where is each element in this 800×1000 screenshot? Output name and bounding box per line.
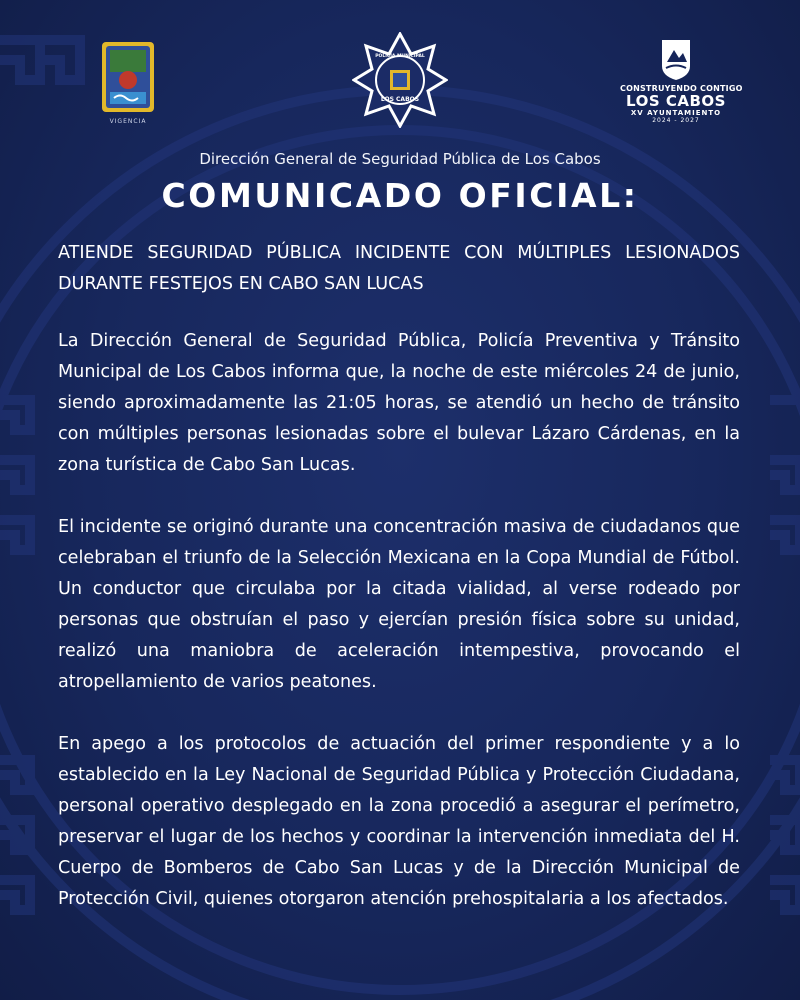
logo-bar [0,30,800,135]
paragraph-2: El incidente se originó durante una concentración masiva de ciudadanos que celebraban el triunfo de la Selección Mexicana en la Copa Mundial de Fútbol. Un conductor que circulaba por la citada vialidad, al verse rodeado por personas que obstruían el paso y ejercían presión física sobre su unidad, realizó una maniobra de aceleración intempestiva, provocando el atropellamiento de varios peatones. [58,517,740,692]
right-logo-line3: XV AYUNTAMIENTO [630,109,722,117]
municipal-logo [620,36,743,128]
paragraph-1: La Dirección General de Seguridad Pública, Policía Preventiva y Tránsito Municipal de Los Cabos informa que, la noche de este miércoles 24 de junio, siendo aproximadamente las 21:05 horas, se atendió un hecho de tránsito con múltiples personas lesionadas sobre el bulevar Lázaro Cárdenas, en la zona turística de Cabo San Lucas. [58,331,740,475]
right-logo-line2: LOS CABOS [626,92,726,110]
right-logo-line4: 2024 - 2027 [652,117,700,124]
municipal-emblem-icon [658,36,694,80]
page-title: COMUNICADO OFICIAL: [161,176,639,215]
state-shield-logo [96,40,160,135]
left-logo-caption: VIGENCIA [109,118,147,125]
badge-line2: LOS CABOS [380,96,420,103]
police-star-badge-icon [352,32,448,128]
paragraph-3: En apego a los protocolos de actuación del primer respondiente y a lo establecido en la Ley Nacional de Seguridad Pública y Protección Ciudadana, personal operativo desplegado en la zona procedió a asegurar el perímetro, preservar el lugar de los hechos y coordinar la intervención inmediata del H. Cuerpo de Bomberos de Cabo San Lucas y de la Dirección Municipal de Protección Civil, quienes otorgaron atención prehospitalaria a los afectados. [58,734,740,909]
right-logo-line1: CONSTRUYENDO CONTIGO [620,84,743,93]
communique-body [58,238,740,946]
department-name: Dirección General de Seguridad Pública de Los Cabos [199,150,601,168]
badge-line1: POLICÍA MUNICIPAL [375,54,425,59]
headline: ATIENDE SEGURIDAD PÚBLICA INCIDENTE CON MÚLTIPLES LESIONADOS DURANTE FESTEJOS EN CABO SAN LUCAS [58,243,740,294]
police-badge-logo [352,32,448,128]
